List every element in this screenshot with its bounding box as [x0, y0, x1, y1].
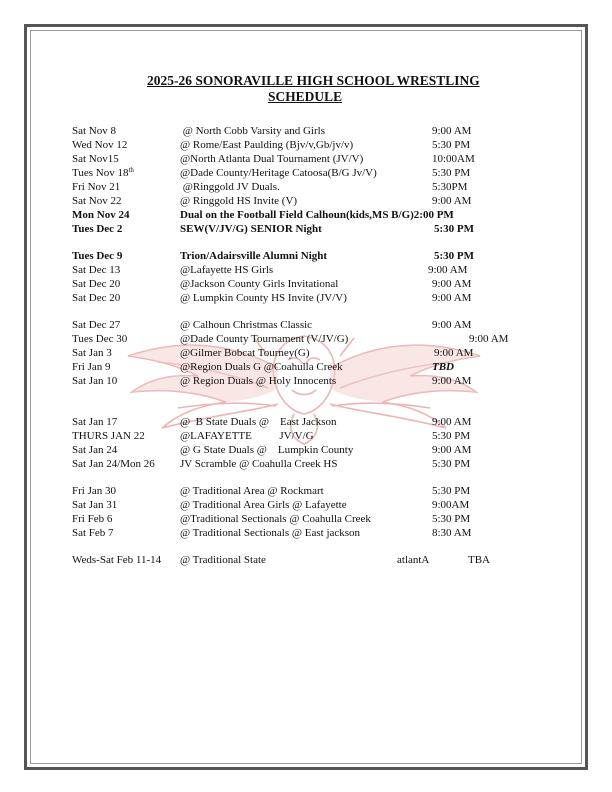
row-date: Tues Nov 18th [72, 166, 134, 179]
schedule-row [0, 443, 612, 457]
row-time: 5:30 PM [432, 139, 471, 151]
schedule-row [0, 332, 612, 346]
row-event: @Jackson County Girls Invitational [180, 278, 339, 290]
schedule-row [0, 484, 612, 498]
row-time: 8:30 AM [432, 527, 472, 539]
row-event: @Traditional Sectionals @ Coahulla Creek [180, 513, 371, 525]
schedule-row [0, 291, 612, 305]
row-event: SEW(V/JV/G) SENIOR Night [180, 223, 322, 235]
row-event: @ Rome/East Paulding (Bjv/v,Gb/jv/v) [180, 139, 354, 151]
schedule-row [0, 194, 612, 208]
row-event: @Gilmer Bobcat Tourney(G) [180, 347, 310, 359]
row-date: Sat Jan 17 [72, 416, 118, 428]
row-event: @ B State Duals @ East Jackson [180, 416, 337, 428]
row-event: @ Traditional Area Girls @ Lafayette [180, 499, 347, 511]
schedule-row [0, 429, 612, 443]
row-event: @ Traditional State [180, 554, 266, 566]
schedule-row [0, 277, 612, 291]
schedule-row [0, 318, 612, 332]
row-event: JV Scramble @ Coahulla Creek HS [180, 458, 338, 470]
row-date: Sat Dec 20 [72, 278, 121, 290]
schedule-row [0, 124, 612, 138]
schedule-row [0, 222, 612, 236]
row-date: Sat Jan 24/Mon 26 [72, 458, 155, 470]
row-time: 10:00AM [432, 153, 475, 165]
row-time: 5:30 PM [434, 223, 475, 235]
row-event: @Ringgold JV Duals. [180, 181, 280, 193]
row-event: @ Region Duals @ Holy Innocents [180, 375, 337, 387]
row-event: @LAFAYETTE JV/V/G [180, 430, 314, 442]
row-time: 9:00 AM [469, 333, 509, 345]
row-date: Weds-Sat Feb 11-14 [72, 554, 162, 566]
row-time: 9:00 AM [432, 292, 472, 304]
schedule-row [0, 374, 612, 388]
row-date: Sat Feb 7 [72, 527, 114, 539]
row-date: Sat Jan 31 [72, 499, 118, 511]
row-date: Fri Jan 9 [72, 361, 111, 373]
schedule-row [0, 553, 612, 567]
row-time: 9:00 AM [432, 375, 472, 387]
row-date: Sat Nov15 [72, 153, 119, 165]
row-date: Sat Dec 20 [72, 292, 121, 304]
row-event: @ Lumpkin County HS Invite (JV/V) [180, 292, 347, 304]
row-event: @ Traditional Area @ Rockmart [180, 485, 324, 497]
row-time: 5:30PM [432, 181, 468, 193]
row-time: 9:00 AM [432, 416, 472, 428]
row-time: 9:00 AM [432, 278, 472, 290]
schedule-row [0, 263, 612, 277]
schedule-row [0, 346, 612, 360]
row-event: @ Traditional Sectionals @ East jackson [180, 527, 361, 539]
row-time: 5:30 PM [432, 167, 471, 179]
row-event: @North Atlanta Dual Tournament (JV/V) [180, 153, 364, 165]
schedule-row [0, 457, 612, 471]
row-date: Mon Nov 24 [72, 209, 130, 221]
row-time: TBD [432, 361, 454, 373]
row-date: Fri Nov 21 [72, 181, 121, 193]
schedule-row [0, 415, 612, 429]
schedule-row [0, 360, 612, 374]
schedule-row [0, 249, 612, 263]
row-time: 5:30 PM [432, 430, 471, 442]
row-time: 9:00 AM [434, 347, 474, 359]
row-date: Sat Jan 3 [72, 347, 112, 359]
row-date: Tues Dec 9 [72, 250, 123, 262]
row-time: 9:00 AM [432, 319, 472, 331]
row-date: THURS JAN 22 [72, 430, 145, 442]
row-time: 5:30 PM [432, 513, 471, 525]
row-date: Tues Dec 30 [72, 333, 128, 345]
row-date: Fri Jan 30 [72, 485, 116, 497]
schedule-subtitle: SCHEDULE [268, 89, 343, 104]
row-event: @Region Duals G @Coahulla Creek [180, 361, 343, 373]
row-date: Sat Jan 10 [72, 375, 118, 387]
row-date: Fri Feb 6 [72, 513, 113, 525]
row-event: @ Calhoun Christmas Classic [180, 319, 313, 331]
schedule-row [0, 166, 612, 180]
row-time: 9:00 AM [428, 264, 468, 276]
row-time: 5:30 PM [432, 485, 471, 497]
row-event: @Lafayette HS Girls [180, 264, 274, 276]
schedule-row [0, 138, 612, 152]
row-event: @ North Cobb Varsity and Girls [180, 125, 325, 137]
schedule-row [0, 152, 612, 166]
row-date: Sat Jan 24 [72, 444, 118, 456]
schedule-row [0, 526, 612, 540]
schedule-row [0, 180, 612, 194]
row-event: @Dade County/Heritage Catoosa(B/G Jv/V) [180, 167, 377, 179]
row-location: atlantA [397, 554, 430, 566]
date-ordinal-suffix: th [128, 166, 134, 174]
row-time: 9:00AM [432, 499, 470, 511]
schedule-row [0, 498, 612, 512]
row-date: Sat Nov 22 [72, 195, 122, 207]
schedule-row [0, 512, 612, 526]
row-event: @ G State Duals @ Lumpkin County [180, 444, 354, 456]
row-date: Sat Dec 13 [72, 264, 121, 276]
row-date: Wed Nov 12 [72, 139, 128, 151]
row-event: @Dade County Tournament (V/JV/G) [180, 333, 349, 345]
row-time: 9:00 AM [432, 195, 472, 207]
row-event: Trion/Adairsville Alumni Night [180, 250, 328, 262]
row-date: Sat Dec 27 [72, 319, 121, 331]
row-event: Dual on the Football Field Calhoun(kids,MS B/G)2:00 PM [180, 209, 454, 221]
row-time: TBA [468, 554, 490, 566]
row-event: @ Ringgold HS Invite (V) [180, 195, 298, 207]
schedule-row [0, 208, 612, 222]
row-date: Tues Dec 2 [72, 223, 123, 235]
row-date: Sat Nov 8 [72, 125, 116, 137]
row-time: 5:30 PM [432, 458, 471, 470]
row-time: 5:30 PM [434, 250, 475, 262]
row-time: 9:00 AM [432, 444, 472, 456]
schedule-title: 2025-26 SONORAVILLE HIGH SCHOOL WRESTLING [147, 73, 480, 88]
row-time: 9:00 AM [432, 125, 472, 137]
